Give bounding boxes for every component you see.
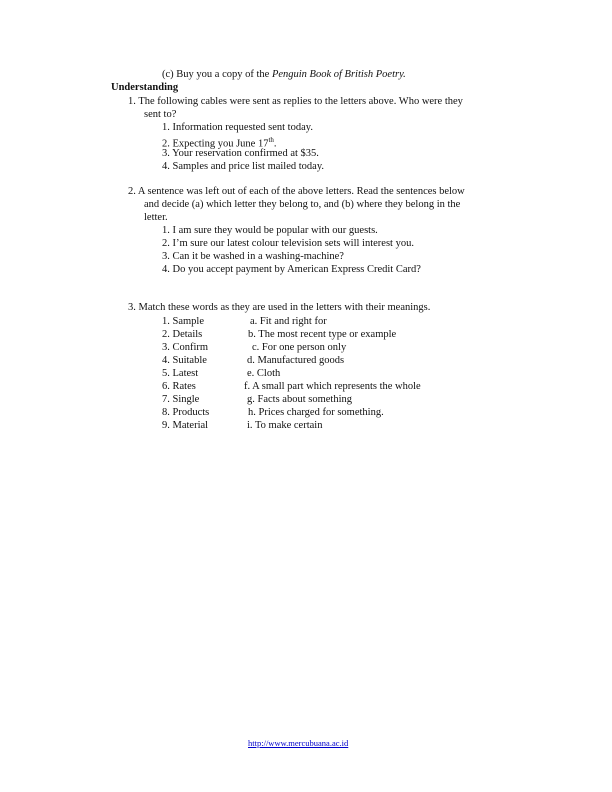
match-word: 3. Confirm (162, 342, 209, 353)
q1-item-num: 3. (162, 148, 170, 159)
match-meaning: i. To make certain (247, 420, 323, 431)
intro-option-prefix: (c) Buy you a copy of the (162, 69, 272, 80)
match-word: 7. Single (162, 394, 200, 405)
q1-item-num: 1. (162, 122, 170, 133)
footer-url-link[interactable]: http://www.mercubuana.ac.id (248, 738, 349, 748)
q1-text-line1 (128, 95, 463, 108)
q2-item-num: 1. (162, 225, 170, 236)
match-meaning: d. Manufactured goods (247, 355, 345, 366)
match-meaning: h. Prices charged for something. (248, 407, 384, 418)
q1-item-text-end: . (273, 138, 277, 150)
q1-item (162, 160, 324, 173)
match-word: 5. Latest (162, 368, 199, 379)
q2-number: 2. (128, 186, 136, 197)
section-heading: Understanding (111, 82, 179, 93)
q1-item-text: Expecting you June 17 (172, 138, 269, 150)
q3-number: 3. (128, 302, 136, 313)
match-meaning: f. A small part which represents the whole (244, 381, 421, 392)
match-word: 4. Suitable (162, 355, 207, 366)
intro-option-line (162, 68, 406, 81)
match-meaning: e. Cloth (247, 368, 281, 379)
q1-item-superscript: th (268, 136, 274, 144)
q2-item (162, 224, 378, 237)
q2-text-line3: letter. (144, 212, 168, 223)
match-word: 9. Material (162, 420, 209, 431)
q1-number: 1. (128, 96, 136, 107)
q2-text-line2: and decide (a) which letter they belong to, and (b) where they belong in the (144, 199, 461, 210)
match-word: 6. Rates (162, 381, 196, 392)
q1-text: The following cables were sent as replies to the letters above. Who were they (138, 96, 463, 107)
q1-text-line2: sent to? (144, 109, 177, 120)
q1-item-text: Your reservation confirmed at $35. (172, 148, 319, 159)
q2-item (162, 263, 421, 276)
q2-item-num: 4. (162, 264, 170, 275)
match-word: 1. Sample (162, 316, 204, 327)
q2-item-text: Can it be washed in a washing-machine? (172, 251, 344, 262)
match-word: 2. Details (162, 329, 203, 340)
q1-item (162, 121, 313, 134)
match-meaning: b. The most recent type or example (248, 329, 397, 340)
q1-item-num: 4. (162, 161, 170, 172)
q1-item (162, 147, 319, 160)
q1-item-num: 2. (162, 138, 170, 150)
match-meaning: a. Fit and right for (250, 316, 327, 327)
match-meaning: c. For one person only (252, 342, 347, 353)
q2-item (162, 250, 344, 263)
q2-text-line1 (128, 185, 465, 198)
q3-text-line (128, 301, 430, 314)
q2-item-num: 2. (162, 238, 170, 249)
q2-item-num: 3. (162, 251, 170, 262)
book-title: Penguin Book of British Poetry. (271, 69, 406, 80)
q2-item-text: Do you accept payment by American Express Credit Card? (172, 264, 421, 275)
q2-item (162, 237, 414, 250)
match-meaning: g. Facts about something (247, 394, 352, 405)
q3-text: Match these words as they are used in the letters with their meanings. (138, 302, 431, 313)
q2-item-text: I am sure they would be popular with our guests. (172, 225, 378, 236)
q1-item-text: Samples and price list mailed today. (172, 161, 325, 172)
q1-item-text: Information requested sent today. (172, 122, 313, 133)
q2-item-text: I’m sure our latest colour television sets will interest you. (172, 238, 414, 249)
q2-text: A sentence was left out of each of the above letters. Read the sentences below (137, 186, 465, 197)
match-word: 8. Products (162, 407, 210, 418)
